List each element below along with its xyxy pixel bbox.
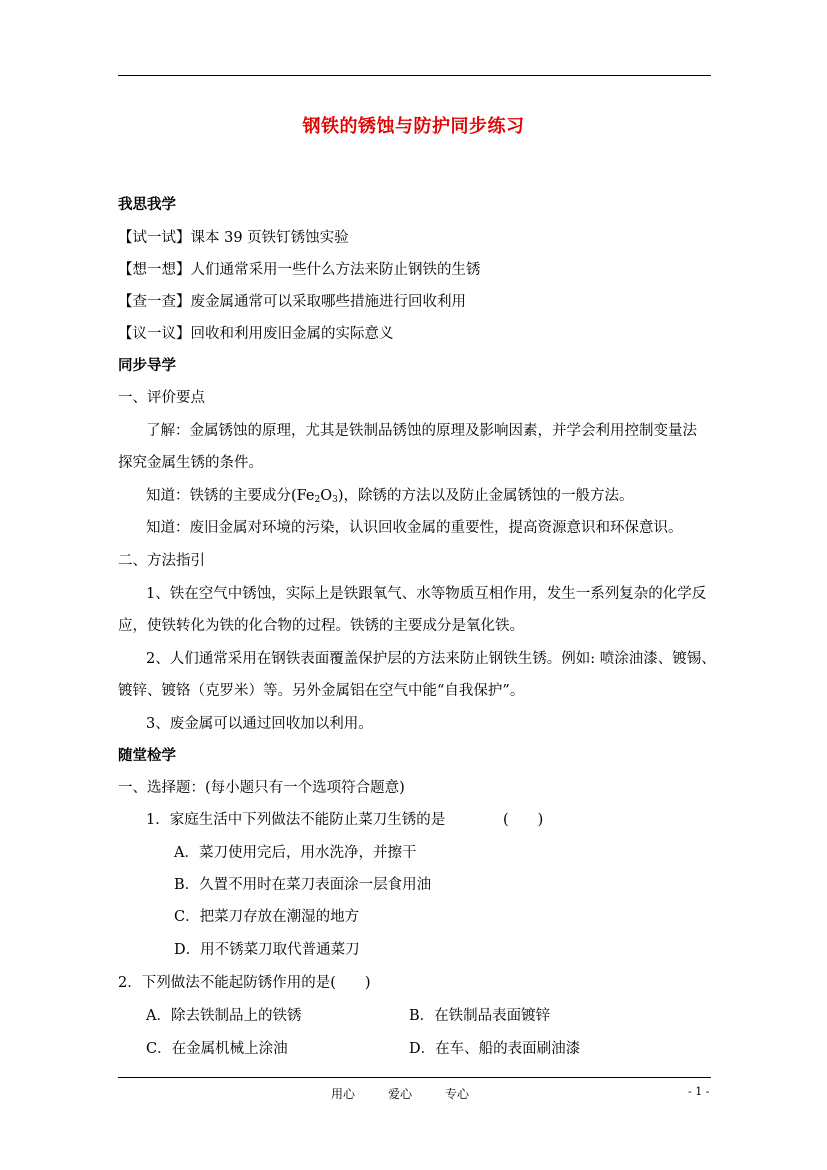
header-rule — [118, 75, 711, 76]
option: D．在车、船的表面刷油漆 — [409, 1041, 581, 1057]
text-run: O — [320, 488, 333, 504]
paragraph-line: 探究金属生锈的条件。 — [118, 455, 263, 471]
subheading: 一、评价要点 — [118, 390, 205, 406]
list-item: 【试一试】课本 39 页铁钉锈蚀实验 — [118, 230, 349, 246]
page-number: - 1 - — [688, 1085, 710, 1098]
answer-blank: ( ) — [503, 812, 544, 828]
list-item: 【想一想】人们通常采用一些什么方法来防止钢铁的生锈 — [118, 262, 481, 278]
paragraph-line — [146, 487, 634, 505]
page-title: 钢铁的锈蚀与防护同步练习 — [302, 116, 525, 137]
paragraph-line: 镀锌、镀铬（克罗米）等。另外金属铝在空气中能“自我保护”。 — [118, 683, 525, 699]
footer-word: 专心 — [445, 1087, 470, 1101]
option: B．在铁制品表面镀锌 — [409, 1008, 551, 1024]
option: A．菜刀使用完后，用水洗净，并擦干 — [174, 845, 417, 861]
section-heading-3: 随堂检学 — [118, 747, 176, 764]
paragraph-line: 1、铁在空气中锈蚀，实际上是铁跟氧气、水等物质互相作用，发生一系列复杂的化学反 — [146, 586, 707, 602]
section-heading-1: 我思我学 — [118, 196, 176, 213]
option: A．除去铁制品上的铁锈 — [146, 1008, 302, 1024]
paragraph-line: 知道：废旧金属对环境的污染，认识回收金属的重要性，提高资源意识和环保意识。 — [146, 520, 683, 536]
footer-word: 用心 — [331, 1087, 356, 1101]
paragraph-line: 3、废金属可以通过回收加以利用。 — [146, 716, 373, 732]
question-stem: 1．家庭生活中下列做法不能防止菜刀生锈的是 — [146, 812, 446, 828]
subscript: 2 — [314, 495, 321, 505]
footer-rule — [118, 1077, 711, 1078]
paragraph-line: 了解：金属锈蚀的原理，尤其是铁制品锈蚀的原理及影响因素，并学会利用控制变量法 — [146, 423, 697, 439]
option: C．在金属机械上涂油 — [146, 1041, 288, 1057]
subheading: 一、选择题：(每小题只有一个选项符合题意) — [118, 780, 405, 796]
option: B．久置不用时在菜刀表面涂一层食用油 — [174, 877, 432, 893]
footer-word: 爱心 — [388, 1087, 413, 1101]
subheading: 二、方法指引 — [118, 553, 205, 569]
list-item: 【查一查】废金属通常可以采取哪些措施进行回收利用 — [118, 294, 466, 310]
text-run: 知道：铁锈的主要成分(Fe — [146, 488, 315, 504]
list-item: 【议一议】回收和利用废旧金属的实际意义 — [118, 326, 394, 342]
text-run: )，除锈的方法以及防止金属锈蚀的一般方法。 — [337, 488, 634, 504]
paragraph-line: 2、人们通常采用在钢铁表面覆盖保护层的方法来防止钢铁生锈。例如: 喷涂油漆、镀锡、 — [146, 651, 716, 667]
subscript: 3 — [332, 495, 338, 505]
section-heading-2: 同步导学 — [118, 357, 176, 374]
option: D．用不锈菜刀取代普通菜刀 — [174, 942, 360, 958]
option: C．把菜刀存放在潮湿的地方 — [174, 909, 360, 925]
question-stem: 2．下列做法不能起防锈作用的是( ) — [118, 975, 371, 991]
paragraph-line: 应，使铁转化为铁的化合物的过程。铁锈的主要成分是氧化铁。 — [118, 618, 524, 634]
